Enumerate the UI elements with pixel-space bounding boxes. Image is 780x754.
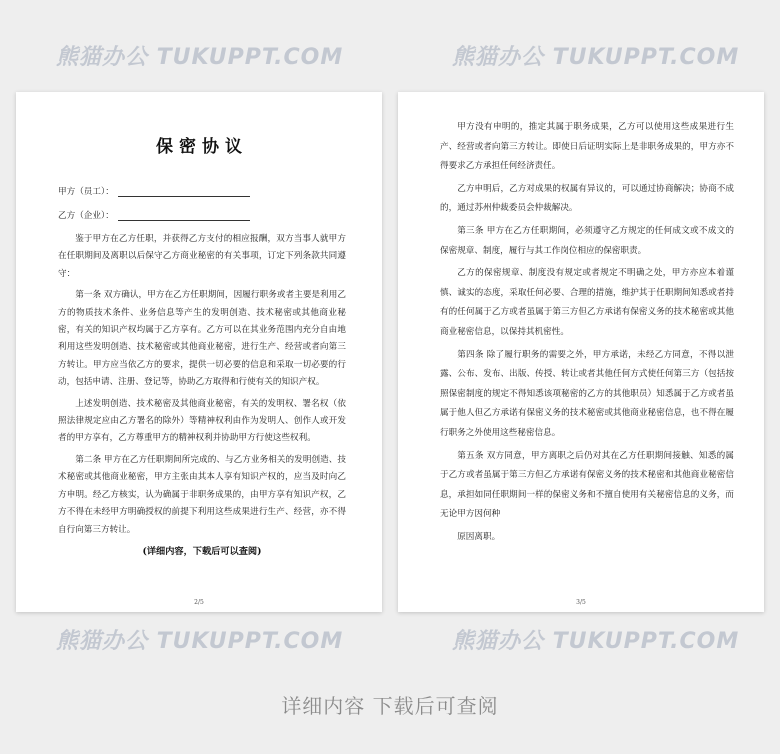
party-a-label: 甲方（员工）： — [58, 187, 114, 197]
paragraph: 第三条 甲方在乙方任职期间，必须遵守乙方规定的任何成文或不成文的保密规章、制度，履行与其工作岗位相应的保密职责。 — [440, 225, 734, 256]
paragraph: 原因离职。 — [457, 531, 501, 542]
paragraph: 乙方申明后，乙方对成果的权属有异议的，可以通过协商解决；协商不成的，通过苏州仲裁委员会仲裁解决。 — [440, 183, 734, 214]
party-a-field — [58, 185, 346, 197]
party-b-blank-line — [118, 211, 250, 221]
page-number: 2/5 — [194, 599, 204, 606]
watermark-bottom-right: 熊猫办公 TUKUPPT.COM — [452, 629, 740, 654]
document-title: 保密协议 — [156, 137, 248, 157]
page-number: 3/5 — [576, 599, 586, 606]
paragraph: 第一条 双方确认，甲方在乙方任职期间，因履行职务或者主要是利用乙方的物质技术条件、业务信息等产生的发明创造、技术秘密或其他商业秘密，有关的知识产权均属于乙方享有。乙方可以在其业务范围内充分自由地利用这些发明创造、技术秘密或其他商业秘密，进行生产、经营或者向第三方转让。甲方应当依乙方的要求，提供一切必要的信息和采取一切必要的行动，包括申请、注册、登记等，协助乙方取得和行使有关的知识产权。 — [58, 290, 346, 388]
paragraph: 第五条 双方同意，甲方离职之后仍对其在乙方任职期间接触、知悉的属于乙方或者虽属于第三方但乙方承诺有保密义务的技术秘密和其他商业秘密信息，承担如同任职期间一样的保密义务和不擅自使用有关秘密信息的义务，而无论甲方因何种 — [440, 450, 734, 520]
paragraph: 甲方没有申明的，推定其属于职务成果，乙方可以使用这些成果进行生产、经营或者向第三方转让。即使日后证明实际上是非职务成果的，甲方亦不得要求乙方承担任何经济责任。 — [440, 122, 734, 172]
paragraph: 上述发明创造、技术秘密及其他商业秘密，有关的发明权、署名权（依照法律规定应由乙方署名的除外）等精神权利由作为发明人、创作人或开发者的甲方享有，乙方尊重甲方的精神权利并协助甲方行使这些权利。 — [58, 398, 346, 444]
party-b-label: 乙方（企业）： — [58, 211, 114, 221]
paragraph: 乙方的保密规章、制度没有规定或者规定不明确之处，甲方亦应本着谨慎、诚实的态度，采取任何必要、合理的措施，维护其于任职期间知悉或者持有的任何属于乙方或者虽属于第三方但乙方承诺有保密义务的技术秘密或其他商业秘密信息，以保持其机密性。 — [440, 268, 734, 337]
watermark-top-right: 熊猫办公 TUKUPPT.COM — [452, 45, 740, 70]
paragraph: 第四条 除了履行职务的需要之外，甲方承诺，未经乙方同意，不得以泄露、公布、发布、出版、传授、转让或者其他任何方式使任何第三方（包括按照保密制度的规定不得知悉该项秘密的乙方的其他职员）知悉属于乙方或者虽属于他人但乙方承诺有保密义务的技术秘密或其他商业秘密信息，也不得在履行职务之外使用这些秘密信息。 — [440, 349, 734, 438]
party-b-field — [58, 209, 346, 221]
watermark-bottom-left: 熊猫办公 TUKUPPT.COM — [56, 629, 344, 654]
paragraph: 鉴于甲方在乙方任职，并获得乙方支付的相应报酬，双方当事人就甲方在任职期间及离职以后保守乙方商业秘密的有关事项，订定下列条款共同遵守： — [58, 234, 346, 279]
watermark-top-left: 熊猫办公 TUKUPPT.COM — [56, 45, 344, 70]
paragraph: 第二条 甲方在乙方任职期间所完成的、与乙方业务相关的发明创造、技术秘密或其他商业秘密，甲方主张由其本人享有知识产权的，应当及时向乙方申明。经乙方核实，认为确属于非职务成果的，由甲方享有知识产权，乙方不得在未经甲方明确授权的前提下利用这些成果进行生产、经营，亦不得自行向第三方转让。 — [58, 454, 346, 535]
document-page-2 — [16, 92, 382, 612]
party-a-blank-line — [118, 187, 250, 197]
download-caption: 详细内容 下载后可查阅 — [281, 694, 499, 718]
document-page-3 — [398, 92, 764, 612]
download-note: (详细内容，下载后可以查阅) — [142, 545, 262, 557]
